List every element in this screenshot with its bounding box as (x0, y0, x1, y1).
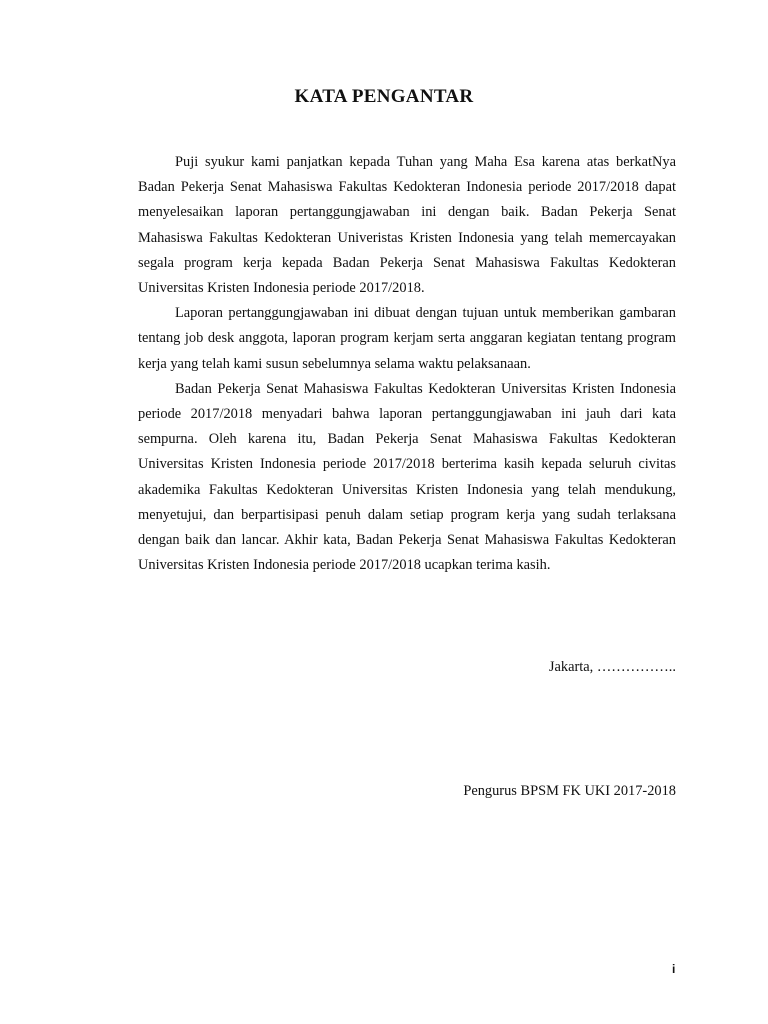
body-text (138, 150, 676, 578)
signatory: Pengurus BPSM FK UKI 2017-2018 (463, 783, 676, 799)
page-title: KATA PENGANTAR (294, 86, 474, 107)
page-number: i (672, 962, 676, 976)
paragraph-1: Puji syukur kami panjatkan kepada Tuhan yang Maha Esa karena atas berkatNya Badan Pekerja Senat Mahasiswa Fakultas Kedokteran Indonesia periode 2017/2018 dapat menyelesaikan laporan pertanggungjawaban ini dengan baik. Badan Pekerja Senat Mahasiswa Fakultas Kedokteran Univeristas Kristen Indonesia yang telah memercayakan segala program kerja kepada Badan Pekerja Senat Mahasiswa Fakultas Kedokteran Universitas Kristen Indonesia periode 2017/2018. (138, 154, 676, 297)
place-date: Jakarta, …………….. (548, 659, 676, 675)
paragraph-2: Laporan pertanggungjawaban ini dibuat dengan tujuan untuk memberikan gambaran tentang job desk anggota, laporan program kerjam serta anggaran kegiatan tentang program kerja yang telah kami susun sebelumnya selama waktu pelaksanaan. (138, 305, 676, 372)
paragraph-3: Badan Pekerja Senat Mahasiswa Fakultas Kedokteran Universitas Kristen Indonesia periode 2017/2018 menyadari bahwa laporan pertanggungjawaban ini jauh dari kata sempurna. Oleh karena itu, Badan Pekerja Senat Mahasiswa Fakultas Kedokteran Universitas Kristen Indonesia periode 2017/2018 berterima kasih kepada seluruh civitas akademika Fakultas Kedokteran Universitas Kristen Indonesia yang telah mendukung, menyetujui, dan berpartisipasi penuh dalam setiap program kerja yang sudah terlaksana dengan baik dan lancar. Akhir kata, Badan Pekerja Senat Mahasiswa Fakultas Kedokteran Universitas Kristen Indonesia periode 2017/2018 ucapkan terima kasih. (138, 380, 676, 574)
